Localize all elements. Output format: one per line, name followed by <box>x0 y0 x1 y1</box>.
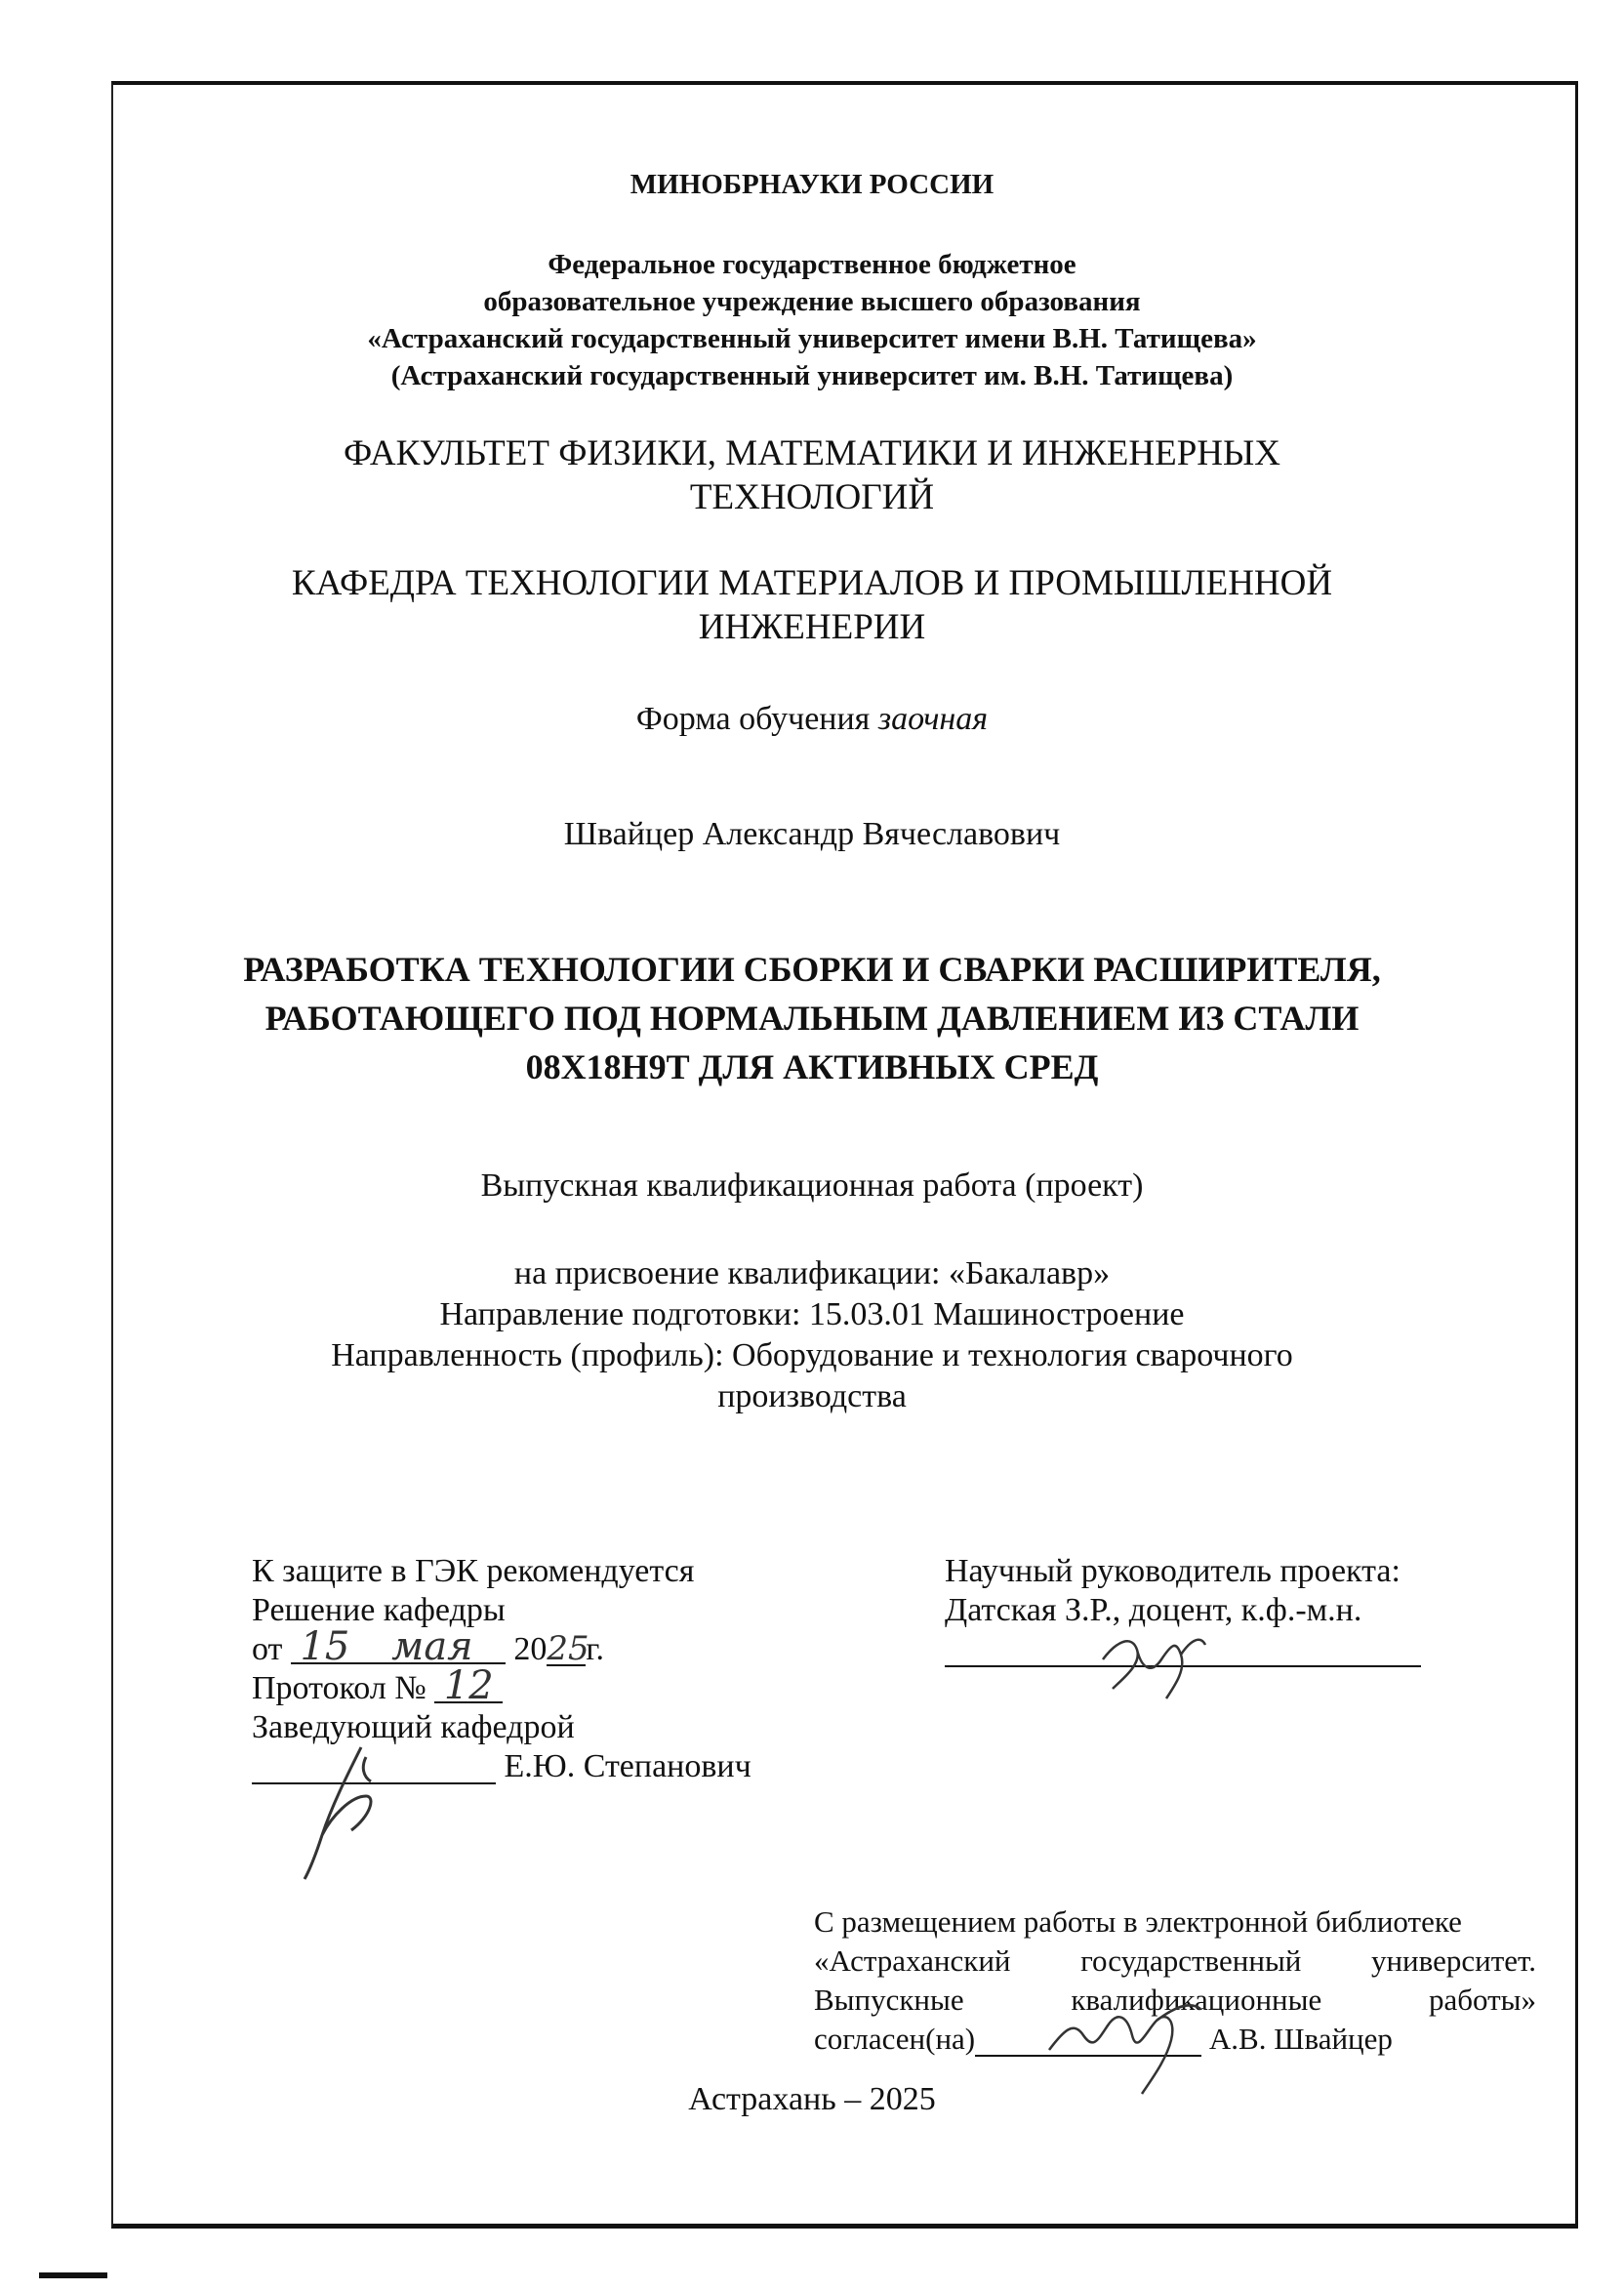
org-line-1: Федеральное государственное бюджетное <box>548 249 1076 280</box>
department-line-1: КАФЕДРА ТЕХНОЛОГИИ МАТЕРИАЛОВ И ПРОМЫШЛЕННОЙ <box>291 563 1333 603</box>
qualification-line-2: Направление подготовки: 15.03.01 Машиностроение <box>439 1296 1185 1332</box>
city-year: Астрахань – 2025 <box>688 2081 936 2117</box>
scan-mark <box>39 2272 107 2278</box>
study-form-label: Форма обучения <box>635 701 871 737</box>
protocol-number: 12 <box>434 1670 503 1703</box>
org-line-4: (Астраханский государственный университет им. В.Н. Татищева) <box>390 360 1234 391</box>
thesis-title-line-2: РАБОТАЮЩЕГО ПОД НОРМАЛЬНЫМ ДАВЛЕНИЕМ ИЗ СТАЛИ <box>264 999 1360 1038</box>
ministry-title: МИНОБРНАУКИ РОССИИ <box>629 169 995 200</box>
protocol <box>252 1663 751 1708</box>
qualification-line-4: производства <box>717 1378 907 1414</box>
study-form-value: заочная <box>877 701 989 737</box>
faculty-line-2: ТЕХНОЛОГИЙ <box>689 477 935 517</box>
head-signature <box>293 1738 410 1884</box>
date-g: г. <box>586 1631 605 1667</box>
supervisor-name: Датская З.Р., доцент, к.ф.-м.н. <box>945 1592 1362 1628</box>
consent-word: квалификационные <box>1071 1983 1322 2017</box>
supervisor-label: Научный руководитель проекта: <box>945 1553 1401 1589</box>
consent-word: университет. <box>1370 1943 1536 1978</box>
protocol-label: Протокол № <box>252 1670 426 1706</box>
department-line-2: ИНЖЕНЕРИИ <box>698 607 926 647</box>
date-prefix: от <box>252 1631 283 1667</box>
consent-name: А.В. Швайцер <box>1208 2022 1393 2056</box>
qualification-line-3: Направленность (профиль): Оборудование и технология сварочного <box>331 1337 1293 1373</box>
date-day: 15 <box>291 1631 359 1664</box>
faculty-line-1: ФАКУЛЬТЕТ ФИЗИКИ, МАТЕМАТИКИ И ИНЖЕНЕРНЫХ <box>344 433 1280 473</box>
consent-line-2 <box>814 1942 1536 1981</box>
supervisor-signature <box>1083 1620 1220 1708</box>
consent-line-1: С размещением работы в электронной библиотеке <box>814 1904 1462 1939</box>
head-name: Е.Ю. Степанович <box>504 1748 751 1784</box>
date-month: мая <box>359 1631 506 1664</box>
qualification-line-1: на присвоение квалификации: «Бакалавр» <box>513 1255 1111 1291</box>
org-line-2: образовательное учреждение высшего образования <box>483 286 1141 317</box>
thesis-title-line-1: РАЗРАБОТКА ТЕХНОЛОГИИ СБОРКИ И СВАРКИ РАСШИРИТЕЛЯ, <box>243 950 1381 989</box>
date-year-prefix: 20 <box>513 1631 548 1667</box>
date-year-suffix: 25 <box>547 1629 589 1668</box>
head-label: Заведующий кафедрой <box>252 1709 575 1745</box>
consent-word: государственный <box>1080 1943 1302 1978</box>
consent-word: «Астраханский <box>814 1943 1011 1978</box>
org-line-3: «Астраханский государственный университет имени В.Н. Татищева» <box>367 323 1257 354</box>
thesis-title-line-3: 08Х18Н9Т ДЛЯ АКТИВНЫХ СРЕД <box>525 1047 1099 1086</box>
defense-recommended: К защите в ГЭК рекомендуется <box>252 1553 695 1589</box>
work-type: Выпускная квалификационная работа (проект) <box>480 1167 1144 1204</box>
author-name: Швайцер Александр Вячеславович <box>563 816 1061 852</box>
decision-date <box>252 1624 751 1669</box>
study-form <box>0 701 1624 738</box>
consent-word: работы» <box>1428 1983 1536 2017</box>
consent-word: Выпускные <box>814 1983 964 2017</box>
department-decision: Решение кафедры <box>252 1592 506 1628</box>
consent-label: согласен(на) <box>814 2022 976 2056</box>
